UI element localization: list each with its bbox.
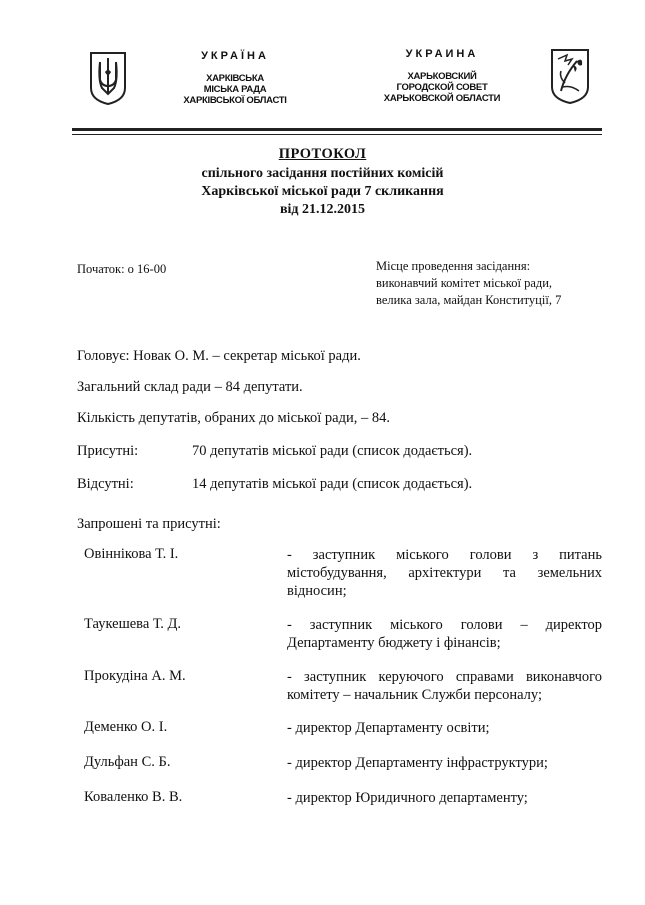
document-subtitle-line: Харківської міської ради 7 скликання	[201, 184, 444, 199]
invited-person-name: Таукешева Т. Д.	[84, 616, 182, 632]
trident-emblem-icon	[88, 50, 128, 106]
header-left	[170, 50, 300, 106]
absent-value: 14 депутатів міської ради (список додається).	[192, 476, 473, 492]
invited-person-role: - заступник керуючого справами виконавчого комітету – начальник Служби персоналу;	[287, 669, 602, 703]
absent-label: Відсутні:	[77, 476, 134, 492]
invited-person-role: - директор Юридичного департаменту;	[287, 790, 528, 806]
header-divider-thin	[72, 134, 602, 135]
chair-line: Головує: Новак О. М. – секретар міської ради.	[77, 348, 361, 364]
invited-heading: Запрошені та присутні:	[77, 516, 221, 532]
header-right	[372, 48, 512, 104]
total-members-line: Загальний склад ради – 84 депутати.	[77, 379, 303, 395]
invited-person-name: Овіннікова Т. І.	[84, 546, 179, 562]
invited-person-role: - директор Департаменту інфраструктури;	[287, 755, 548, 771]
document-title-block	[0, 146, 645, 219]
meeting-start-time: Початок: о 16-00	[77, 262, 167, 276]
present-label: Присутні:	[77, 443, 139, 459]
header-right-line: ГОРОДСКОЙ СОВЕТ	[396, 82, 488, 93]
header-left-line: ХАРКІВСЬКА	[206, 73, 264, 84]
invited-person-name: Прокудіна А. М.	[84, 668, 186, 684]
meeting-place-line: велика зала, майдан Конституції, 7	[376, 293, 562, 307]
document-date: від 21.12.2015	[279, 202, 366, 217]
header-right-country: УКРАИНА	[405, 48, 479, 60]
kharkiv-city-coat-of-arms-icon	[549, 47, 591, 105]
header-left-line: МІСЬКА РАДА	[203, 84, 267, 95]
document-subtitle-line: спільного засідання постійних комісій	[201, 166, 444, 181]
invited-person-role: - заступник міського голови з питань містобудування, архітектури та земельних відносин;	[287, 547, 602, 599]
invited-person-name: Коваленко В. В.	[84, 789, 183, 805]
document-title: ПРОТОКОЛ	[278, 146, 367, 162]
header-right-line: ХАРЬКОВСКИЙ	[407, 71, 477, 82]
elected-members-line: Кількість депутатів, обраних до міської ради, – 84.	[77, 410, 390, 426]
invited-person-name: Дульфан С. Б.	[84, 754, 171, 770]
invited-person-role: - директор Департаменту освіти;	[287, 720, 490, 736]
header-right-line: ХАРЬКОВСКОЙ ОБЛАСТИ	[383, 93, 501, 104]
present-value: 70 депутатів міської ради (список додається).	[192, 443, 473, 459]
invited-person-role: - заступник міського голови – директор Департаменту бюджету і фінансів;	[287, 617, 602, 651]
header-left-line: ХАРКІВСЬКОЇ ОБЛАСТІ	[183, 95, 287, 106]
meeting-place-line: виконавчий комітет міської ради,	[376, 276, 553, 290]
invited-person-name: Деменко О. І.	[84, 719, 168, 735]
header-left-country: УКРАЇНА	[201, 50, 269, 62]
header-divider	[72, 128, 602, 131]
meeting-place	[376, 258, 561, 309]
meeting-place-line: Місце проведення засідання:	[376, 259, 531, 273]
